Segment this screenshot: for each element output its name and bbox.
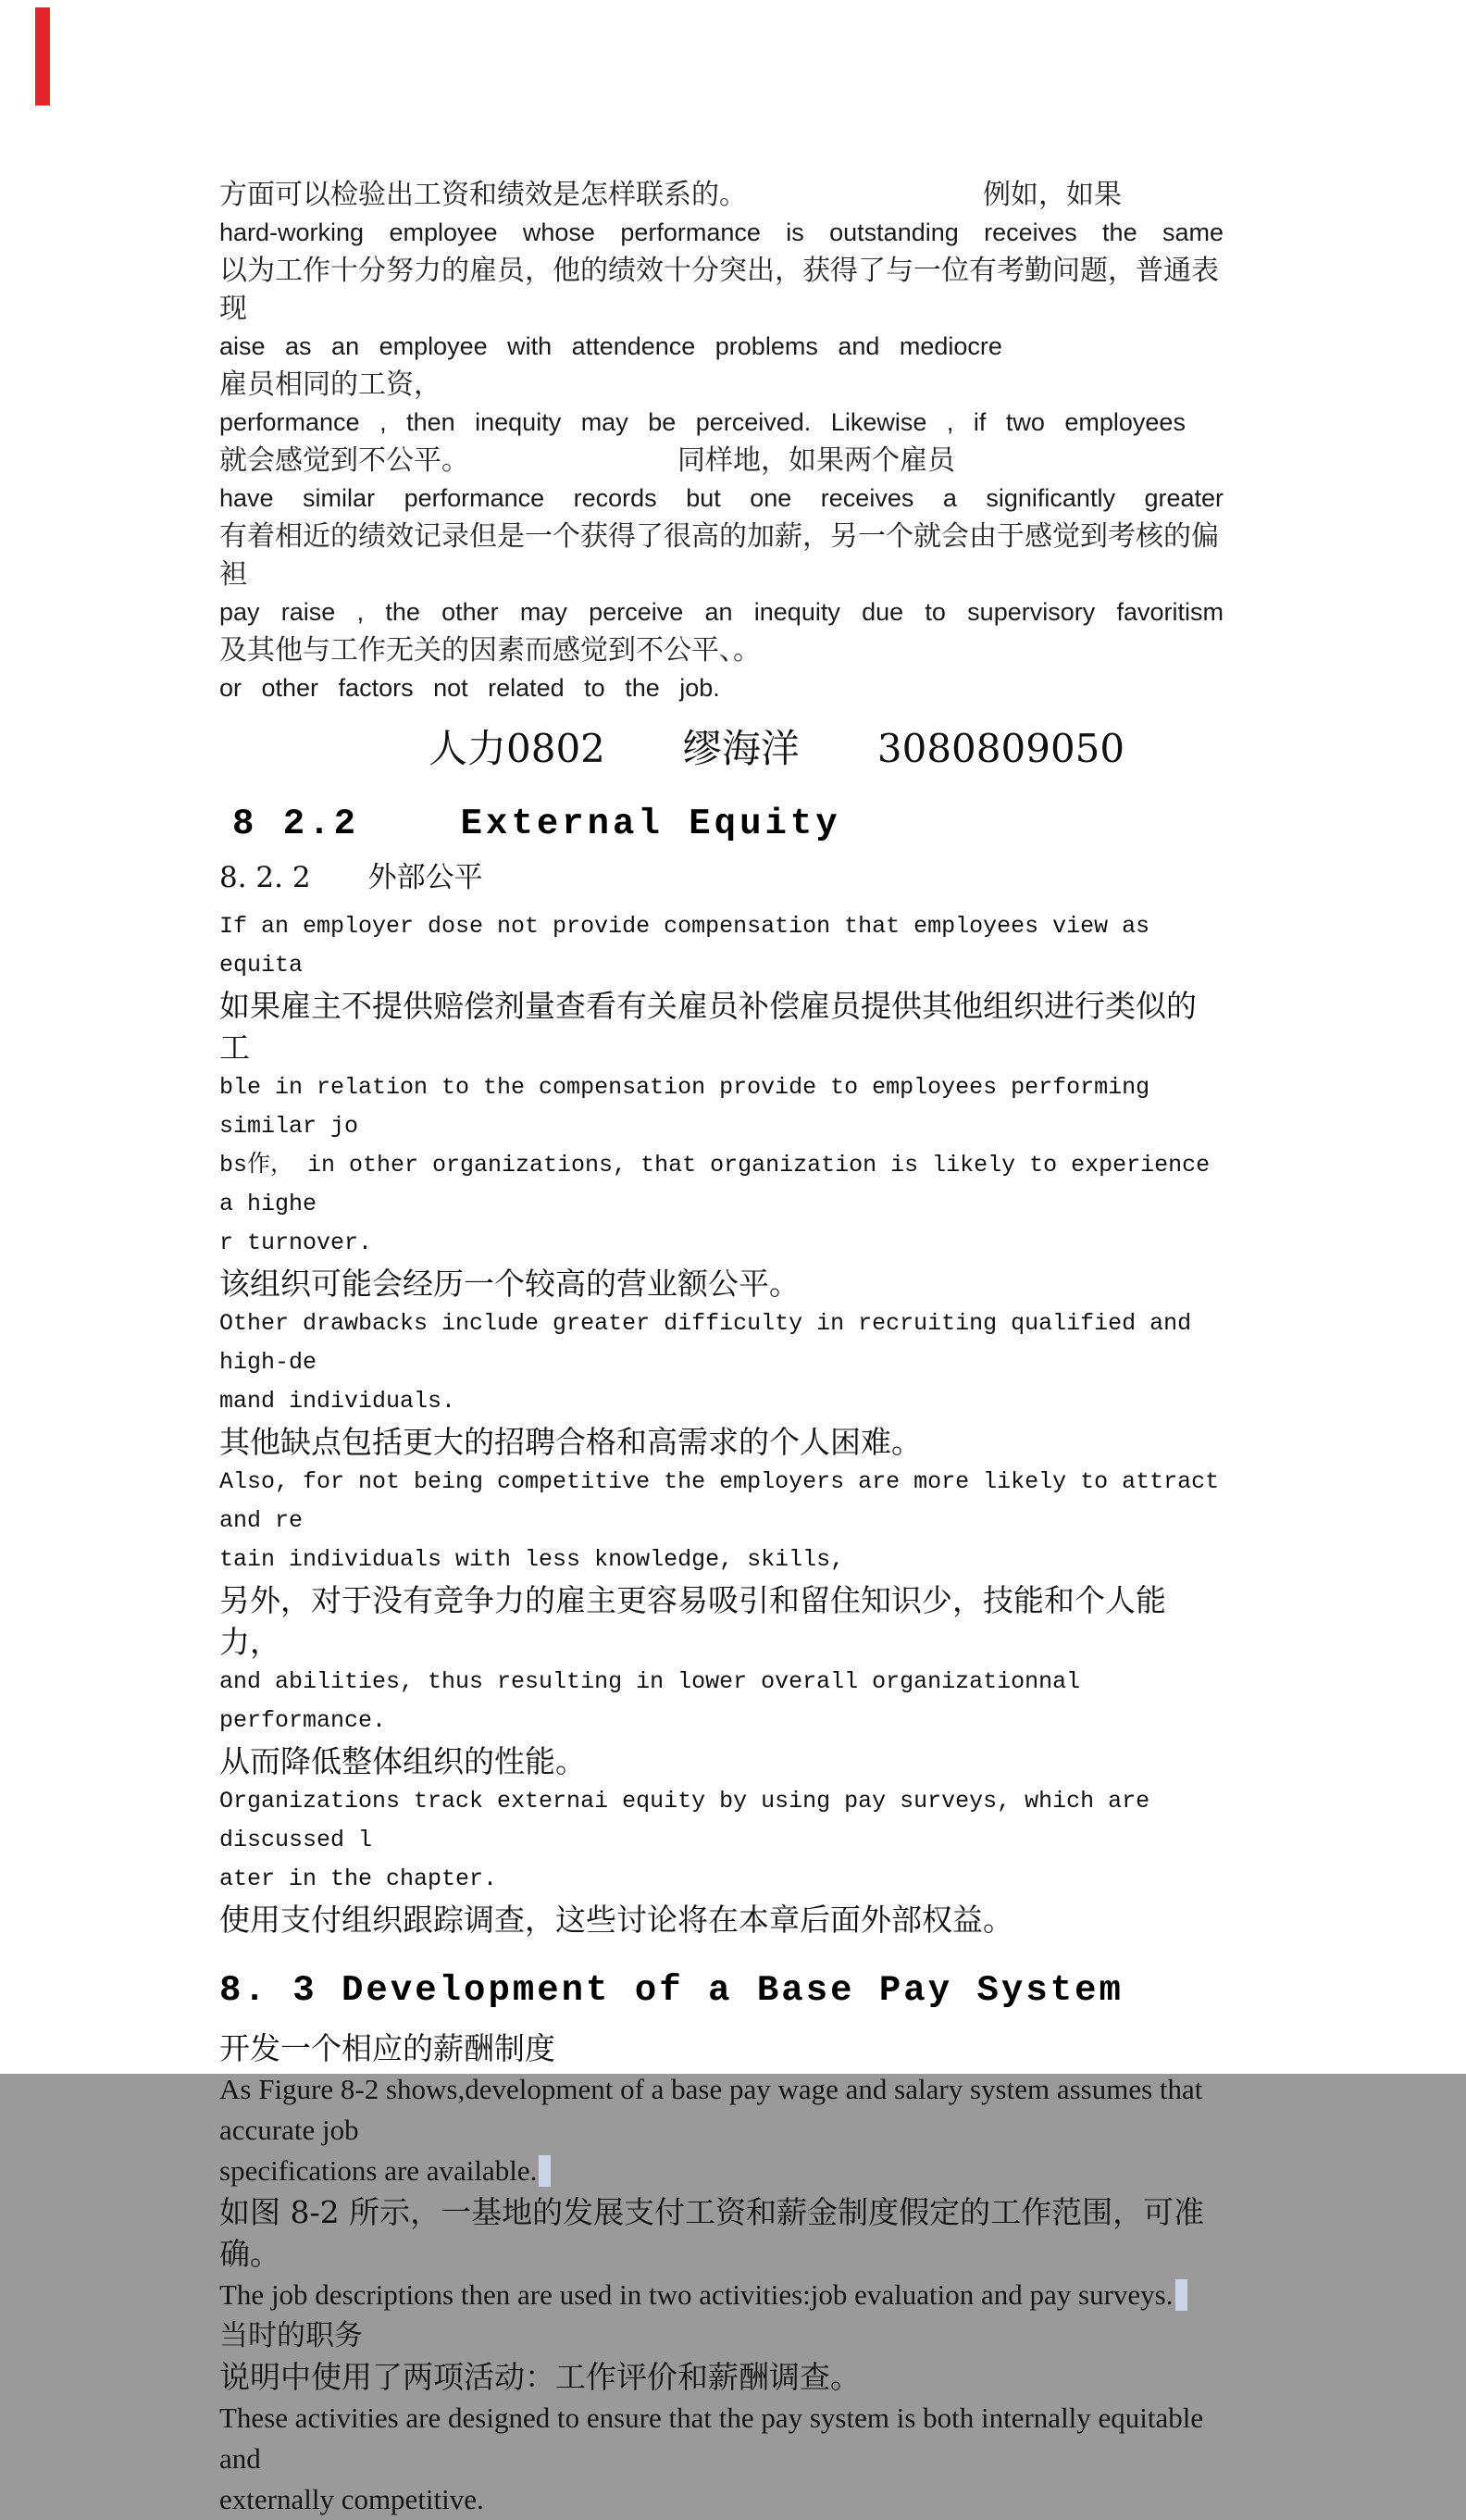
text-line: 该组织可能会经历一个较高的营业额公平。 [219,1266,800,1302]
text-line: or other factors not related to the job. [219,674,720,702]
text-line: 8 2.2 External Equity [232,804,841,844]
red-marker [35,7,50,106]
text-line: 另外，对于没有竞争力的雇主更容易吸引和留住知识少，技能和个人能力， [219,1582,1166,1660]
text-line: 8. 2. 2 外部公平 [219,861,483,894]
text-line [219,2275,1224,2356]
text-line: hard-working employee whose performance is outstanding receives the same [219,218,1224,246]
text-line: performance , then inequity may be perceived. Likewise , if two employees [219,408,1186,436]
text-line: tain individuals with less knowledge, skills, [219,1546,845,1573]
text-line: 雇员相同的工资， [219,368,441,401]
text-line [219,2151,1224,2191]
text-segment: 当时的职务 [219,2319,363,2352]
text-line: 就会感觉到不公平。 同样地，如果两个雇员 [219,444,955,477]
text-line: 8. 3 Development of a Base Pay System [219,1970,1124,2011]
text-line: pay raise , the other may perceive an inequity due to supervisory favoritism [219,598,1224,626]
text-line: have similar performance records but one receives a significantly greater [219,484,1224,512]
text-line: ater in the chapter. [219,1865,498,1892]
text-line: mand individuals. [219,1388,456,1415]
text-line: Also, for not being competitive the employers are more likely to attract and re [219,1468,1220,1534]
text-segment: The job descriptions then are used in two activities:job evaluation and pay surveys. [219,2278,1174,2311]
text-line: Other drawbacks include greater difficulty in recruiting qualified and high-de [219,1310,1192,1376]
text-line: These activities are designed to ensure that the pay system is both internally equitable and [219,2401,1204,2475]
text-line: If an employer dose not provide compensation that employees view as equita [219,913,1150,979]
highlight-mark [539,2155,551,2187]
text-line: Organizations track externai equity by using pay surveys, which are discussed l [219,1788,1150,1853]
text-line: 开发一个相应的薪酬制度 [219,2030,555,2066]
text-line: 有着相近的绩效记录但是一个获得了很高的加薪，另一个就会由于感觉到考核的偏袒 [219,520,1219,591]
text-line: and abilities, thus resulting in lower overall organizationnal performance. [219,1668,1081,1734]
text-line: externally competitive. [219,2483,484,2515]
text-line: 使用支付组织跟踪调查，这些讨论将在本章后面外部权益。 [219,1902,1013,1938]
text-line: 其他缺点包括更大的招聘合格和高需求的个人困难。 [219,1424,922,1460]
text-line: 及其他与工作无关的因素而感觉到不公平、。 [219,634,761,667]
text-line: aise as an employee with attendence problems and mediocre [219,332,1002,360]
text-line: 方面可以检验出工资和绩效是怎样联系的。 例如，如果 [219,179,1122,211]
text-line: 以为工作十分努力的雇员，他的绩效十分突出，获得了与一位有考勤问题，普通表现 [219,255,1219,325]
text-line: 人力0802 缪海洋 3080809050 [429,726,1125,771]
text-line: 说明中使用了两项活动：工作评价和薪酬调查。 [219,2359,861,2395]
document-body [219,176,1224,2520]
highlight-mark [1175,2279,1187,2311]
text-line: 如果雇主不提供赔偿剂量查看有关雇员补偿雇员提供其他组织进行类似的工 [219,988,1197,1066]
text-line: 从而降低整体组织的性能。 [219,1743,586,1779]
text-line: 如图 8-2 所示，一基地的发展支付工资和薪金制度假定的工作范围，可准确。 [219,2194,1205,2272]
text-line: bs作， in other organizations, that organization is likely to experience a highe [219,1152,1211,1217]
text-line: r turnover. [219,1229,373,1256]
text-segment: specifications are available. [219,2154,538,2187]
text-line: As Figure 8-2 shows,development of a base pay wage and salary system assumes that accurate job [219,2073,1203,2146]
text-line: ble in relation to the compensation provide to employees performing similar jo [219,1074,1150,1140]
